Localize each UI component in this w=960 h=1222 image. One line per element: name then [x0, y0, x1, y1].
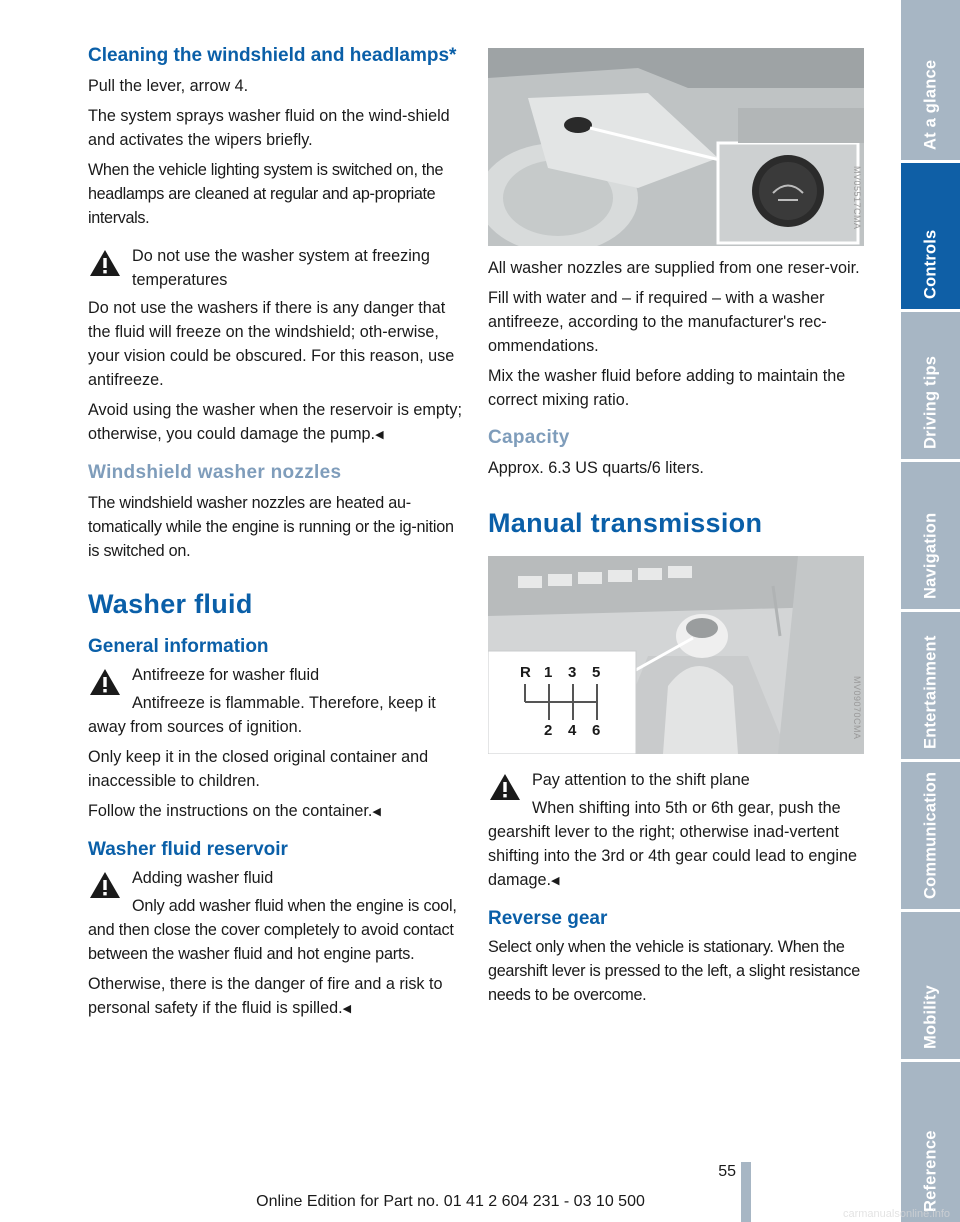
- reservoir-illustration: [488, 48, 864, 246]
- paragraph: The windshield washer nozzles are heated au-tomatically while the engine is running or the ig-nition is switched on.: [88, 494, 454, 560]
- end-mark-icon: ◀: [375, 429, 384, 441]
- paragraph: All washer nozzles are supplied from one reser-voir.: [488, 259, 860, 277]
- warning-icon: [88, 667, 122, 697]
- heading-general-information: General information: [88, 636, 269, 657]
- warning-block: [88, 866, 464, 966]
- paragraph: Otherwise, there is the danger of fire and a risk to personal safety if the fluid is spilled.◀: [88, 975, 443, 1017]
- shift-pattern: [516, 664, 616, 744]
- paragraph: Approx. 6.3 US quarts/6 liters.: [488, 459, 704, 477]
- paragraph: Do not use the washers if there is any danger that the fluid will freeze on the windshield; oth-erwise, your vision could be obscured. For this reason, use antifreeze.: [88, 299, 455, 389]
- tab-entertainment[interactable]: Entertainment: [901, 612, 960, 762]
- shift-label: 2: [544, 722, 553, 739]
- warning-icon: [88, 248, 122, 278]
- paragraph: Avoid using the washer when the reservoir is empty; otherwise, you could damage the pump.◀: [88, 401, 462, 443]
- tab-communication[interactable]: Communication: [901, 762, 960, 912]
- paragraph: Only keep it in the closed original container and inaccessible to children.: [88, 748, 429, 790]
- photo-code: MV05517CMA: [852, 166, 862, 230]
- tab-navigation[interactable]: Navigation: [901, 462, 960, 612]
- shift-label: 4: [568, 722, 577, 739]
- tab-controls[interactable]: Controls: [901, 163, 960, 312]
- warning-icon: [88, 870, 122, 900]
- end-mark-icon: ◀: [372, 806, 381, 818]
- footer-edition: Online Edition for Part no. 01 41 2 604 231 - 03 10 500: [256, 1193, 645, 1210]
- heading-cleaning: Cleaning the windshield and headlamps*: [88, 45, 457, 66]
- warning-icon: [488, 772, 522, 802]
- end-mark-icon: ◀: [342, 1003, 352, 1015]
- warning-block: [88, 244, 464, 292]
- shift-label: 3: [568, 664, 577, 681]
- tab-at-a-glance[interactable]: At a glance: [901, 0, 960, 163]
- heading-nozzles: Windshield washer nozzles: [88, 462, 342, 483]
- shift-label: 6: [592, 722, 601, 739]
- warning-block: [488, 768, 864, 893]
- warning-title: Adding washer fluid: [132, 869, 274, 887]
- left-column: [88, 44, 464, 1027]
- paragraph: Mix the washer fluid before adding to maintain the correct mixing ratio.: [488, 367, 846, 409]
- shift-label: 1: [544, 664, 553, 681]
- tab-reference[interactable]: Reference: [901, 1062, 960, 1222]
- page-number-bar: [741, 1162, 751, 1222]
- heading-manual-transmission: Manual transmission: [488, 508, 763, 538]
- page-number: 55: [718, 1163, 736, 1180]
- warning-title: Pay attention to the shift plane: [532, 771, 750, 789]
- watermark: carmanualsonline.info: [842, 1208, 950, 1220]
- chapter-tabs: [901, 0, 960, 1222]
- paragraph: The system sprays washer fluid on the wind-shield and activates the wipers briefly.: [88, 107, 450, 149]
- paragraph: Follow the instructions on the container.◀: [88, 802, 381, 820]
- photo-code: MV09070CMA: [852, 676, 862, 740]
- warning-text: Only add washer fluid when the engine is cool, and then close the cover completely to avoid contact between the washer fluid and hot engine parts.: [88, 897, 457, 963]
- washer-reservoir-photo: [488, 48, 864, 246]
- tab-mobility[interactable]: Mobility: [901, 912, 960, 1062]
- tab-driving-tips[interactable]: Driving tips: [901, 312, 960, 462]
- heading-washer-fluid: Washer fluid: [88, 589, 253, 619]
- paragraph: Select only when the vehicle is stationary. When the gearshift lever is pressed to the left, a slight resistance needs to be overcome.: [488, 938, 860, 1004]
- shift-label: 5: [592, 664, 601, 681]
- warning-title: Do not use the washer system at freezing temperatures: [132, 247, 430, 289]
- heading-reverse-gear: Reverse gear: [488, 908, 608, 929]
- shift-label: R: [520, 664, 531, 681]
- end-mark-icon: ◀: [551, 875, 560, 887]
- warning-text: When shifting into 5th or 6th gear, push the gearshift lever to the right; otherwise inad-vertent shifting into the 3rd or 4th gear could lead to engine damage.◀: [488, 799, 857, 889]
- heading-reservoir: Washer fluid reservoir: [88, 839, 288, 860]
- warning-title: Antifreeze for washer fluid: [132, 666, 320, 684]
- right-column: [488, 48, 864, 1013]
- warning-text: Antifreeze is flammable. Therefore, keep it away from sources of ignition.: [88, 694, 436, 736]
- shift-lines: [516, 684, 616, 734]
- heading-capacity: Capacity: [488, 427, 570, 448]
- paragraph: Fill with water and – if required – with a washer antifreeze, according to the manufacturer's rec-ommendations.: [488, 289, 827, 355]
- paragraph: Pull the lever, arrow 4.: [88, 77, 249, 95]
- paragraph: When the vehicle lighting system is switched on, the headlamps are cleaned at regular and ap-propriate intervals.: [88, 161, 444, 227]
- gearshift-photo: [488, 556, 864, 754]
- warning-block: [88, 663, 464, 739]
